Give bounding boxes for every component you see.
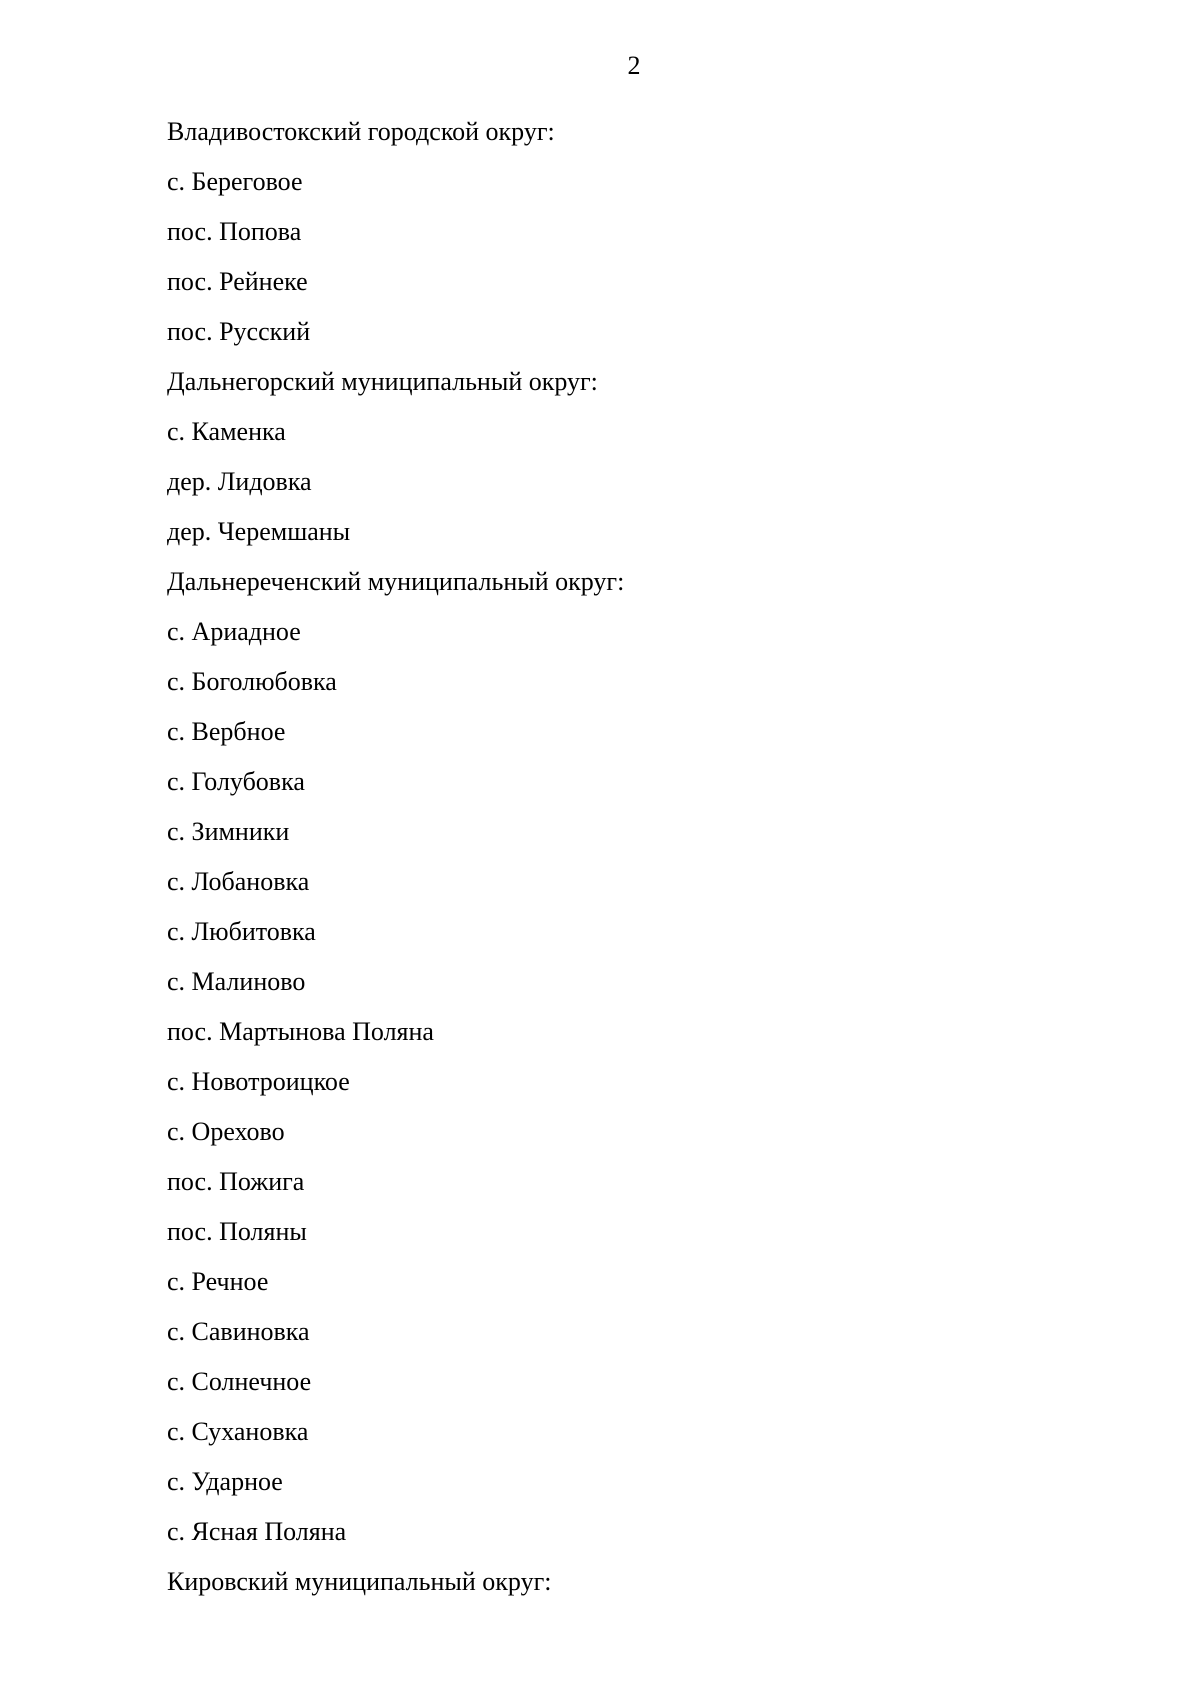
page-number: 2 bbox=[627, 51, 641, 80]
district-heading: Владивостокский городской округ: bbox=[167, 117, 555, 146]
settlement-item: с. Новотроицкое bbox=[167, 1067, 350, 1096]
settlement-item: с. Зимники bbox=[167, 817, 290, 846]
settlement-item: с. Ударное bbox=[167, 1467, 283, 1496]
settlement-item: с. Береговое bbox=[167, 167, 303, 196]
settlement-list bbox=[167, 107, 624, 1607]
district-heading: Дальнегорский муниципальный округ: bbox=[167, 367, 598, 396]
settlement-item: с. Лобановка bbox=[167, 867, 310, 896]
settlement-item: пос. Пожига bbox=[167, 1167, 305, 1196]
settlement-item: с. Солнечное bbox=[167, 1367, 312, 1396]
settlement-item: с. Голубовка bbox=[167, 767, 305, 796]
settlement-item: с. Ясная Поляна bbox=[167, 1517, 347, 1546]
settlement-item: с. Боголюбовка bbox=[167, 667, 337, 696]
district-heading: Кировский муниципальный округ: bbox=[167, 1567, 552, 1596]
settlement-item: пос. Поляны bbox=[167, 1217, 307, 1246]
settlement-item: с. Савиновка bbox=[167, 1317, 310, 1346]
district-heading: Дальнереченский муниципальный округ: bbox=[167, 567, 625, 596]
settlement-item: с. Каменка bbox=[167, 417, 286, 446]
settlement-item: пос. Русский bbox=[167, 317, 311, 346]
settlement-item: с. Ариадное bbox=[167, 617, 301, 646]
settlement-item: пос. Рейнеке bbox=[167, 267, 308, 296]
settlement-item: с. Вербное bbox=[167, 717, 286, 746]
settlement-item: с. Сухановка bbox=[167, 1417, 309, 1446]
settlement-item: пос. Мартынова Поляна bbox=[167, 1017, 434, 1046]
settlement-item: с. Речное bbox=[167, 1267, 269, 1296]
settlement-item: дер. Черемшаны bbox=[167, 517, 351, 546]
settlement-item: пос. Попова bbox=[167, 217, 302, 246]
settlement-item: с. Любитовка bbox=[167, 917, 316, 946]
settlement-item: с. Орехово bbox=[167, 1117, 285, 1146]
settlement-item: с. Малиново bbox=[167, 967, 306, 996]
settlement-item: дер. Лидовка bbox=[167, 467, 312, 496]
